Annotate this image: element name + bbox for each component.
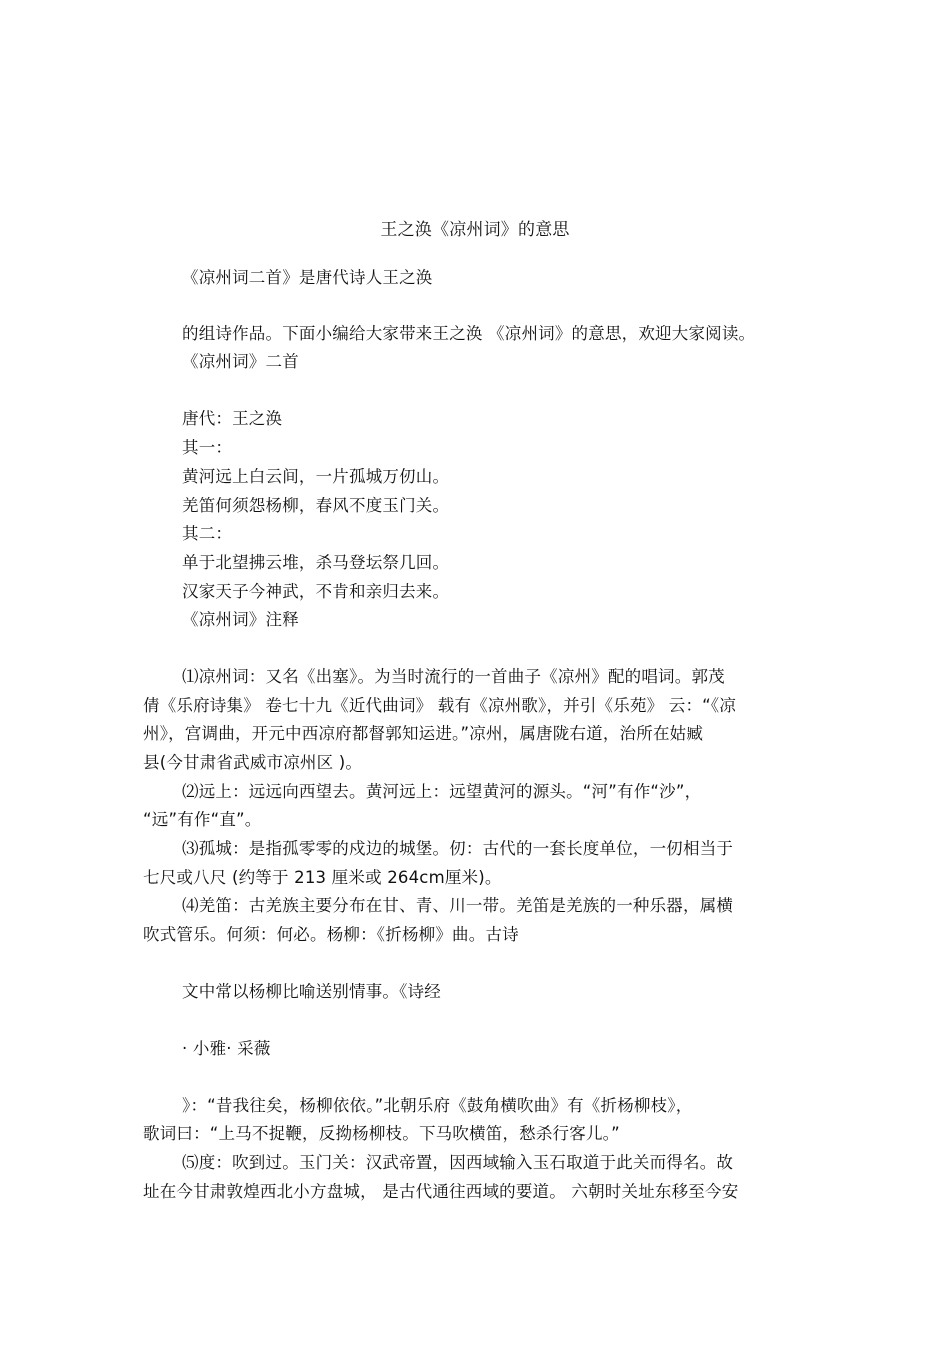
- note-line: 州》，宫调曲，开元中西凉府都督郭知运进。”凉州，属唐陇右道，治所在姑臧: [143, 724, 704, 743]
- note-line: “远”有作“直”。: [143, 810, 262, 829]
- poem-author: 唐代：王之涣: [182, 409, 283, 428]
- note-line: · 小雅· 采薇: [182, 1039, 271, 1058]
- note-line: 县(今甘肃省武威市凉州区 )。: [143, 753, 363, 772]
- note-line: 歌词曰：“上马不捉鞭，反拗杨柳枝。下马吹横笛，愁杀行客儿。”: [143, 1124, 620, 1143]
- note-line: ⑴凉州词：又名《出塞》。为当时流行的一首曲子《凉州》配的唱词。郭茂: [182, 667, 725, 686]
- note-line: ⑸度：吹到过。玉门关：汉武帝置，因西域输入玉石取道于此关而得名。故: [182, 1153, 734, 1172]
- notes-heading: 《凉州词》注释: [182, 610, 299, 629]
- note-line: 七尺或八尺 (约等于 213 厘米或 264cm厘米)。: [143, 868, 502, 887]
- note-line: 址在今甘肃敦煌西北小方盘城， 是古代通往西域的要道。 六朝时关址东移至今安: [143, 1182, 739, 1201]
- poem-part-label: 其二：: [182, 524, 233, 543]
- note-line: 》：“昔我往矣，杨柳依依。”北朝乐府《鼓角横吹曲》有《折杨柳枝》，: [182, 1096, 693, 1115]
- page-title: 王之涣《凉州词》的意思: [380, 220, 570, 240]
- note-line: ⑷羌笛：古羌族主要分布在甘、青、川一带。羌笛是羌族的一种乐器，属横: [182, 896, 734, 915]
- poem-line: 汉家天子今神武，不肯和亲归去来。: [182, 582, 450, 601]
- note-line: ⑶孤城：是指孤零零的戍边的城堡。仞：古代的一套长度单位，一仞相当于: [182, 839, 734, 858]
- note-line: 文中常以杨柳比喻送别情事。《诗经: [182, 982, 441, 1001]
- poem-part-label: 其一：: [182, 438, 233, 457]
- note-line: ⑵远上：远远向西望去。黄河远上：远望黄河的源头。“河”有作“沙”，: [182, 782, 702, 801]
- poem-line: 黄河远上白云间，一片孤城万仞山。: [182, 467, 450, 486]
- poem-line: 单于北望拂云堆，杀马登坛祭几回。: [182, 553, 450, 572]
- intro-line: 的组诗作品。下面小编给大家带来王之涣 《凉州词》的意思，欢迎大家阅读。: [182, 324, 756, 343]
- poem-line: 羌笛何须怨杨柳，春风不度玉门关。: [182, 496, 450, 515]
- poem-heading: 《凉州词》二首: [182, 352, 299, 371]
- note-line: 吹式管乐。何须：何必。杨柳：《折杨柳》曲。古诗: [143, 925, 519, 944]
- intro-line: 《凉州词二首》是唐代诗人王之涣: [182, 268, 433, 287]
- note-line: 倩《乐府诗集》 卷七十九《近代曲词》 载有《凉州歌》，并引《乐苑》 云：“《凉: [143, 696, 737, 715]
